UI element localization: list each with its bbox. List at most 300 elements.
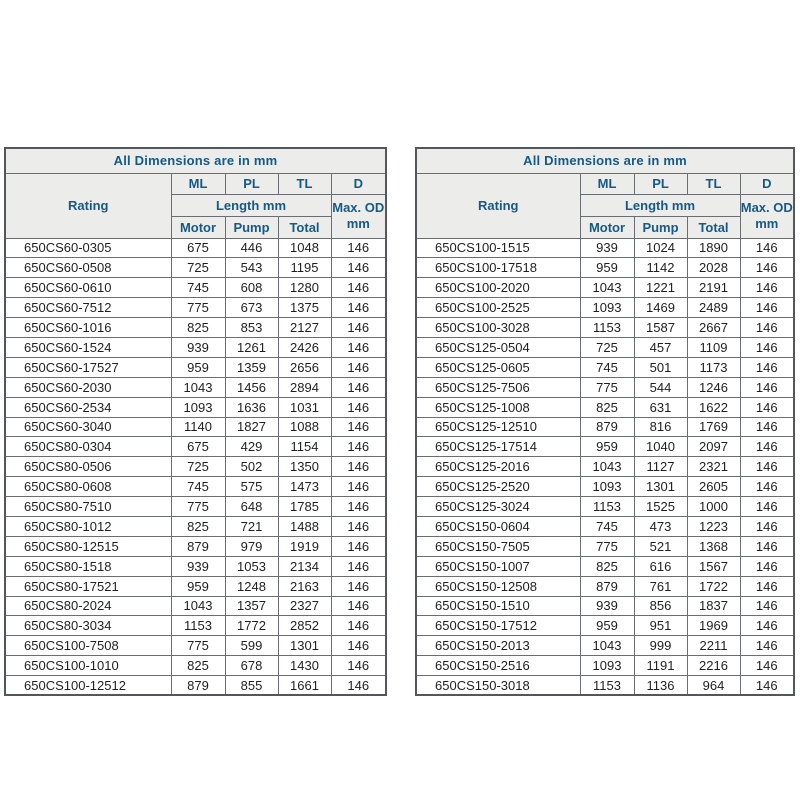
value-cell: 146 xyxy=(331,676,386,696)
value-cell: 879 xyxy=(171,676,225,696)
value-cell: 1024 xyxy=(634,238,687,258)
value-cell: 1359 xyxy=(225,357,278,377)
value-cell: 2211 xyxy=(687,636,740,656)
table-row xyxy=(416,238,794,258)
value-cell: 473 xyxy=(634,516,687,536)
value-cell: 939 xyxy=(580,238,634,258)
table-row xyxy=(5,357,386,377)
table-row xyxy=(416,457,794,477)
value-cell: 1261 xyxy=(225,337,278,357)
value-cell: 146 xyxy=(331,516,386,536)
value-cell: 146 xyxy=(740,377,794,397)
value-cell: 825 xyxy=(171,318,225,338)
length-mm-header: Length mm xyxy=(171,194,331,216)
value-cell: 146 xyxy=(331,457,386,477)
value-cell: 146 xyxy=(331,377,386,397)
value-cell: 825 xyxy=(580,397,634,417)
table-row xyxy=(5,536,386,556)
value-cell: 675 xyxy=(171,238,225,258)
value-cell: 1221 xyxy=(634,278,687,298)
value-cell: 775 xyxy=(580,377,634,397)
value-cell: 2656 xyxy=(278,357,331,377)
table-row xyxy=(5,258,386,278)
value-cell: 673 xyxy=(225,298,278,318)
value-cell: 457 xyxy=(634,337,687,357)
value-cell: 745 xyxy=(580,357,634,377)
length-mm-header: Length mm xyxy=(580,194,740,216)
rating-cell: 650CS150-12508 xyxy=(416,576,580,596)
value-cell: 146 xyxy=(331,417,386,437)
value-cell: 2894 xyxy=(278,377,331,397)
rating-cell: 650CS60-2534 xyxy=(5,397,171,417)
value-cell: 146 xyxy=(740,318,794,338)
value-cell: 599 xyxy=(225,636,278,656)
rating-cell: 650CS80-12515 xyxy=(5,536,171,556)
rating-cell: 650CS150-7505 xyxy=(416,536,580,556)
value-cell: 146 xyxy=(331,318,386,338)
rating-header: Rating xyxy=(416,173,580,238)
table-row xyxy=(5,616,386,636)
rating-cell: 650CS125-0605 xyxy=(416,357,580,377)
value-cell: 146 xyxy=(740,596,794,616)
rating-cell: 650CS60-2030 xyxy=(5,377,171,397)
table-row xyxy=(5,656,386,676)
value-cell: 1248 xyxy=(225,576,278,596)
value-cell: 521 xyxy=(634,536,687,556)
value-cell: 1280 xyxy=(278,278,331,298)
table-row xyxy=(416,417,794,437)
value-cell: 725 xyxy=(171,258,225,278)
value-cell: 1375 xyxy=(278,298,331,318)
rating-cell: 650CS150-3018 xyxy=(416,676,580,696)
table-row xyxy=(416,516,794,536)
value-cell: 2127 xyxy=(278,318,331,338)
rating-cell: 650CS60-0610 xyxy=(5,278,171,298)
value-cell: 856 xyxy=(634,596,687,616)
table-row xyxy=(5,556,386,576)
rating-cell: 650CS150-0604 xyxy=(416,516,580,536)
pl-header: PL xyxy=(634,173,687,194)
d-header: D xyxy=(331,173,386,194)
value-cell: 631 xyxy=(634,397,687,417)
value-cell: 1053 xyxy=(225,556,278,576)
value-cell: 1301 xyxy=(278,636,331,656)
table-row xyxy=(5,576,386,596)
value-cell: 775 xyxy=(171,298,225,318)
rating-cell: 650CS150-17512 xyxy=(416,616,580,636)
value-cell: 146 xyxy=(740,258,794,278)
rating-cell: 650CS125-0504 xyxy=(416,337,580,357)
value-cell: 939 xyxy=(171,337,225,357)
table-row xyxy=(5,298,386,318)
value-cell: 1153 xyxy=(580,497,634,517)
value-cell: 2327 xyxy=(278,596,331,616)
value-cell: 146 xyxy=(331,556,386,576)
value-cell: 1043 xyxy=(580,457,634,477)
dimensions-table-right xyxy=(415,147,795,696)
value-cell: 816 xyxy=(634,417,687,437)
value-cell: 146 xyxy=(740,636,794,656)
value-cell: 2852 xyxy=(278,616,331,636)
rating-cell: 650CS80-17521 xyxy=(5,576,171,596)
value-cell: 1140 xyxy=(171,417,225,437)
rating-cell: 650CS60-0508 xyxy=(5,258,171,278)
value-cell: 1636 xyxy=(225,397,278,417)
pl-header: PL xyxy=(225,173,278,194)
value-cell: 725 xyxy=(580,337,634,357)
rating-cell: 650CS100-7508 xyxy=(5,636,171,656)
value-cell: 1000 xyxy=(687,497,740,517)
rating-cell: 650CS100-17518 xyxy=(416,258,580,278)
rating-cell: 650CS80-0304 xyxy=(5,437,171,457)
abbrev-header-row xyxy=(416,173,794,194)
value-cell: 146 xyxy=(740,497,794,517)
table-row xyxy=(5,397,386,417)
rating-cell: 650CS125-2520 xyxy=(416,477,580,497)
value-cell: 951 xyxy=(634,616,687,636)
value-cell: 648 xyxy=(225,497,278,517)
value-cell: 1093 xyxy=(580,477,634,497)
value-cell: 146 xyxy=(740,616,794,636)
value-cell: 1195 xyxy=(278,258,331,278)
table-row xyxy=(416,278,794,298)
value-cell: 146 xyxy=(740,457,794,477)
rating-cell: 650CS80-2024 xyxy=(5,596,171,616)
value-cell: 1456 xyxy=(225,377,278,397)
table-row xyxy=(5,477,386,497)
tl-header: TL xyxy=(278,173,331,194)
value-cell: 146 xyxy=(740,278,794,298)
value-cell: 146 xyxy=(740,298,794,318)
tl-header: TL xyxy=(687,173,740,194)
rating-cell: 650CS125-12510 xyxy=(416,417,580,437)
value-cell: 575 xyxy=(225,477,278,497)
value-cell: 959 xyxy=(580,258,634,278)
rating-cell: 650CS100-3028 xyxy=(416,318,580,338)
value-cell: 979 xyxy=(225,536,278,556)
rating-cell: 650CS80-3034 xyxy=(5,616,171,636)
table-row xyxy=(416,298,794,318)
value-cell: 855 xyxy=(225,676,278,696)
value-cell: 775 xyxy=(171,636,225,656)
value-cell: 1093 xyxy=(580,298,634,318)
table-row xyxy=(416,497,794,517)
value-cell: 825 xyxy=(171,656,225,676)
value-cell: 959 xyxy=(171,576,225,596)
max-od-label: Max. OD xyxy=(332,199,385,215)
rating-cell: 650CS80-7510 xyxy=(5,497,171,517)
table-row xyxy=(416,337,794,357)
value-cell: 146 xyxy=(331,278,386,298)
table-row xyxy=(5,437,386,457)
value-cell: 2605 xyxy=(687,477,740,497)
rating-cell: 650CS60-17527 xyxy=(5,357,171,377)
value-cell: 146 xyxy=(331,477,386,497)
value-cell: 1109 xyxy=(687,337,740,357)
table-row xyxy=(416,397,794,417)
table-caption: All Dimensions are in mm xyxy=(5,148,386,173)
value-cell: 879 xyxy=(580,417,634,437)
value-cell: 146 xyxy=(331,258,386,278)
value-cell: 999 xyxy=(634,636,687,656)
rating-cell: 650CS80-0608 xyxy=(5,477,171,497)
value-cell: 939 xyxy=(171,556,225,576)
value-cell: 2489 xyxy=(687,298,740,318)
rating-cell: 650CS125-1008 xyxy=(416,397,580,417)
value-cell: 745 xyxy=(171,477,225,497)
value-cell: 1088 xyxy=(278,417,331,437)
value-cell: 879 xyxy=(580,576,634,596)
dimensions-table-left xyxy=(4,147,387,696)
value-cell: 146 xyxy=(331,497,386,517)
rating-cell: 650CS150-2516 xyxy=(416,656,580,676)
value-cell: 725 xyxy=(171,457,225,477)
value-cell: 2163 xyxy=(278,576,331,596)
table-row xyxy=(416,636,794,656)
value-cell: 146 xyxy=(331,298,386,318)
abbrev-header-row xyxy=(5,173,386,194)
rating-cell: 650CS100-1010 xyxy=(5,656,171,676)
rating-cell: 650CS80-1518 xyxy=(5,556,171,576)
value-cell: 146 xyxy=(740,536,794,556)
value-cell: 543 xyxy=(225,258,278,278)
table-row xyxy=(416,258,794,278)
value-cell: 146 xyxy=(331,357,386,377)
table-row xyxy=(416,318,794,338)
value-cell: 775 xyxy=(580,536,634,556)
rating-cell: 650CS80-1012 xyxy=(5,516,171,536)
value-cell: 1127 xyxy=(634,457,687,477)
value-cell: 146 xyxy=(331,656,386,676)
table-row xyxy=(5,318,386,338)
table-row xyxy=(5,516,386,536)
value-cell: 2321 xyxy=(687,457,740,477)
value-cell: 146 xyxy=(331,397,386,417)
rating-cell: 650CS150-1510 xyxy=(416,596,580,616)
value-cell: 1919 xyxy=(278,536,331,556)
value-cell: 1048 xyxy=(278,238,331,258)
table-row xyxy=(416,477,794,497)
value-cell: 1246 xyxy=(687,377,740,397)
rating-cell: 650CS100-12512 xyxy=(5,676,171,696)
value-cell: 2191 xyxy=(687,278,740,298)
value-cell: 544 xyxy=(634,377,687,397)
value-cell: 675 xyxy=(171,437,225,457)
table-row xyxy=(416,377,794,397)
value-cell: 1031 xyxy=(278,397,331,417)
table-row xyxy=(5,676,386,696)
rating-cell: 650CS125-3024 xyxy=(416,497,580,517)
value-cell: 146 xyxy=(331,238,386,258)
value-cell: 2097 xyxy=(687,437,740,457)
value-cell: 1043 xyxy=(171,377,225,397)
table-row xyxy=(416,576,794,596)
value-cell: 1154 xyxy=(278,437,331,457)
value-cell: 146 xyxy=(740,397,794,417)
table-body-right xyxy=(416,238,794,695)
value-cell: 1173 xyxy=(687,357,740,377)
value-cell: 146 xyxy=(331,437,386,457)
rating-cell: 650CS100-1515 xyxy=(416,238,580,258)
table-row xyxy=(5,497,386,517)
value-cell: 146 xyxy=(740,516,794,536)
value-cell: 2426 xyxy=(278,337,331,357)
value-cell: 1043 xyxy=(580,278,634,298)
value-cell: 879 xyxy=(171,536,225,556)
value-cell: 146 xyxy=(740,676,794,696)
table-row xyxy=(5,238,386,258)
rating-cell: 650CS60-7512 xyxy=(5,298,171,318)
value-cell: 1890 xyxy=(687,238,740,258)
value-cell: 1350 xyxy=(278,457,331,477)
value-cell: 1136 xyxy=(634,676,687,696)
value-cell: 1473 xyxy=(278,477,331,497)
value-cell: 1772 xyxy=(225,616,278,636)
table-body-left xyxy=(5,238,386,695)
value-cell: 1043 xyxy=(171,596,225,616)
ml-header: ML xyxy=(171,173,225,194)
table-row xyxy=(416,656,794,676)
value-cell: 853 xyxy=(225,318,278,338)
value-cell: 146 xyxy=(331,616,386,636)
value-cell: 2134 xyxy=(278,556,331,576)
table-row xyxy=(5,636,386,656)
motor-header: Motor xyxy=(171,216,225,238)
value-cell: 1153 xyxy=(580,318,634,338)
value-cell: 761 xyxy=(634,576,687,596)
value-cell: 1142 xyxy=(634,258,687,278)
table-row xyxy=(416,676,794,696)
ml-header: ML xyxy=(580,173,634,194)
value-cell: 146 xyxy=(740,576,794,596)
value-cell: 1525 xyxy=(634,497,687,517)
table-row xyxy=(5,377,386,397)
d-header: D xyxy=(740,173,794,194)
max-od-header xyxy=(331,194,386,238)
value-cell: 825 xyxy=(580,556,634,576)
value-cell: 1769 xyxy=(687,417,740,437)
total-header: Total xyxy=(687,216,740,238)
value-cell: 964 xyxy=(687,676,740,696)
value-cell: 1153 xyxy=(171,616,225,636)
table-row xyxy=(416,556,794,576)
rating-cell: 650CS125-2016 xyxy=(416,457,580,477)
table-caption: All Dimensions are in mm xyxy=(416,148,794,173)
value-cell: 1827 xyxy=(225,417,278,437)
value-cell: 446 xyxy=(225,238,278,258)
value-cell: 146 xyxy=(331,536,386,556)
value-cell: 146 xyxy=(331,596,386,616)
value-cell: 146 xyxy=(740,337,794,357)
value-cell: 1587 xyxy=(634,318,687,338)
rating-cell: 650CS100-2020 xyxy=(416,278,580,298)
rating-cell: 650CS125-7506 xyxy=(416,377,580,397)
value-cell: 146 xyxy=(740,477,794,497)
rating-header: Rating xyxy=(5,173,171,238)
value-cell: 1969 xyxy=(687,616,740,636)
table-row xyxy=(416,437,794,457)
rating-cell: 650CS60-0305 xyxy=(5,238,171,258)
value-cell: 1430 xyxy=(278,656,331,676)
value-cell: 939 xyxy=(580,596,634,616)
rating-cell: 650CS150-1007 xyxy=(416,556,580,576)
table-row xyxy=(416,596,794,616)
table-row xyxy=(5,278,386,298)
max-od-unit: mm xyxy=(755,216,779,231)
pump-header: Pump xyxy=(634,216,687,238)
table-row xyxy=(5,417,386,437)
value-cell: 1191 xyxy=(634,656,687,676)
table-row xyxy=(5,596,386,616)
table-row xyxy=(5,337,386,357)
table-row xyxy=(416,616,794,636)
value-cell: 959 xyxy=(171,357,225,377)
value-cell: 1469 xyxy=(634,298,687,318)
motor-header: Motor xyxy=(580,216,634,238)
value-cell: 146 xyxy=(740,238,794,258)
value-cell: 2216 xyxy=(687,656,740,676)
value-cell: 1040 xyxy=(634,437,687,457)
value-cell: 1567 xyxy=(687,556,740,576)
table-caption-row xyxy=(416,148,794,173)
table-row xyxy=(416,357,794,377)
rating-cell: 650CS150-2013 xyxy=(416,636,580,656)
value-cell: 2028 xyxy=(687,258,740,278)
value-cell: 1357 xyxy=(225,596,278,616)
max-od-unit: mm xyxy=(346,216,370,231)
value-cell: 616 xyxy=(634,556,687,576)
value-cell: 146 xyxy=(740,417,794,437)
value-cell: 146 xyxy=(740,357,794,377)
value-cell: 1368 xyxy=(687,536,740,556)
table-row xyxy=(416,536,794,556)
rating-cell: 650CS60-3040 xyxy=(5,417,171,437)
value-cell: 1488 xyxy=(278,516,331,536)
max-od-header xyxy=(740,194,794,238)
value-cell: 1837 xyxy=(687,596,740,616)
value-cell: 501 xyxy=(634,357,687,377)
value-cell: 678 xyxy=(225,656,278,676)
value-cell: 745 xyxy=(171,278,225,298)
rating-cell: 650CS80-0506 xyxy=(5,457,171,477)
value-cell: 2667 xyxy=(687,318,740,338)
value-cell: 1661 xyxy=(278,676,331,696)
rating-cell: 650CS125-17514 xyxy=(416,437,580,457)
pump-header: Pump xyxy=(225,216,278,238)
value-cell: 1093 xyxy=(580,656,634,676)
rating-cell: 650CS100-2525 xyxy=(416,298,580,318)
value-cell: 146 xyxy=(740,656,794,676)
table-row xyxy=(5,457,386,477)
value-cell: 1093 xyxy=(171,397,225,417)
value-cell: 721 xyxy=(225,516,278,536)
table-caption-row xyxy=(5,148,386,173)
total-header: Total xyxy=(278,216,331,238)
value-cell: 146 xyxy=(740,556,794,576)
value-cell: 502 xyxy=(225,457,278,477)
value-cell: 825 xyxy=(171,516,225,536)
rating-cell: 650CS60-1524 xyxy=(5,337,171,357)
value-cell: 775 xyxy=(171,497,225,517)
value-cell: 1301 xyxy=(634,477,687,497)
value-cell: 429 xyxy=(225,437,278,457)
max-od-label: Max. OD xyxy=(740,199,793,215)
value-cell: 959 xyxy=(580,437,634,457)
value-cell: 1622 xyxy=(687,397,740,417)
value-cell: 959 xyxy=(580,616,634,636)
value-cell: 146 xyxy=(331,337,386,357)
value-cell: 146 xyxy=(331,576,386,596)
